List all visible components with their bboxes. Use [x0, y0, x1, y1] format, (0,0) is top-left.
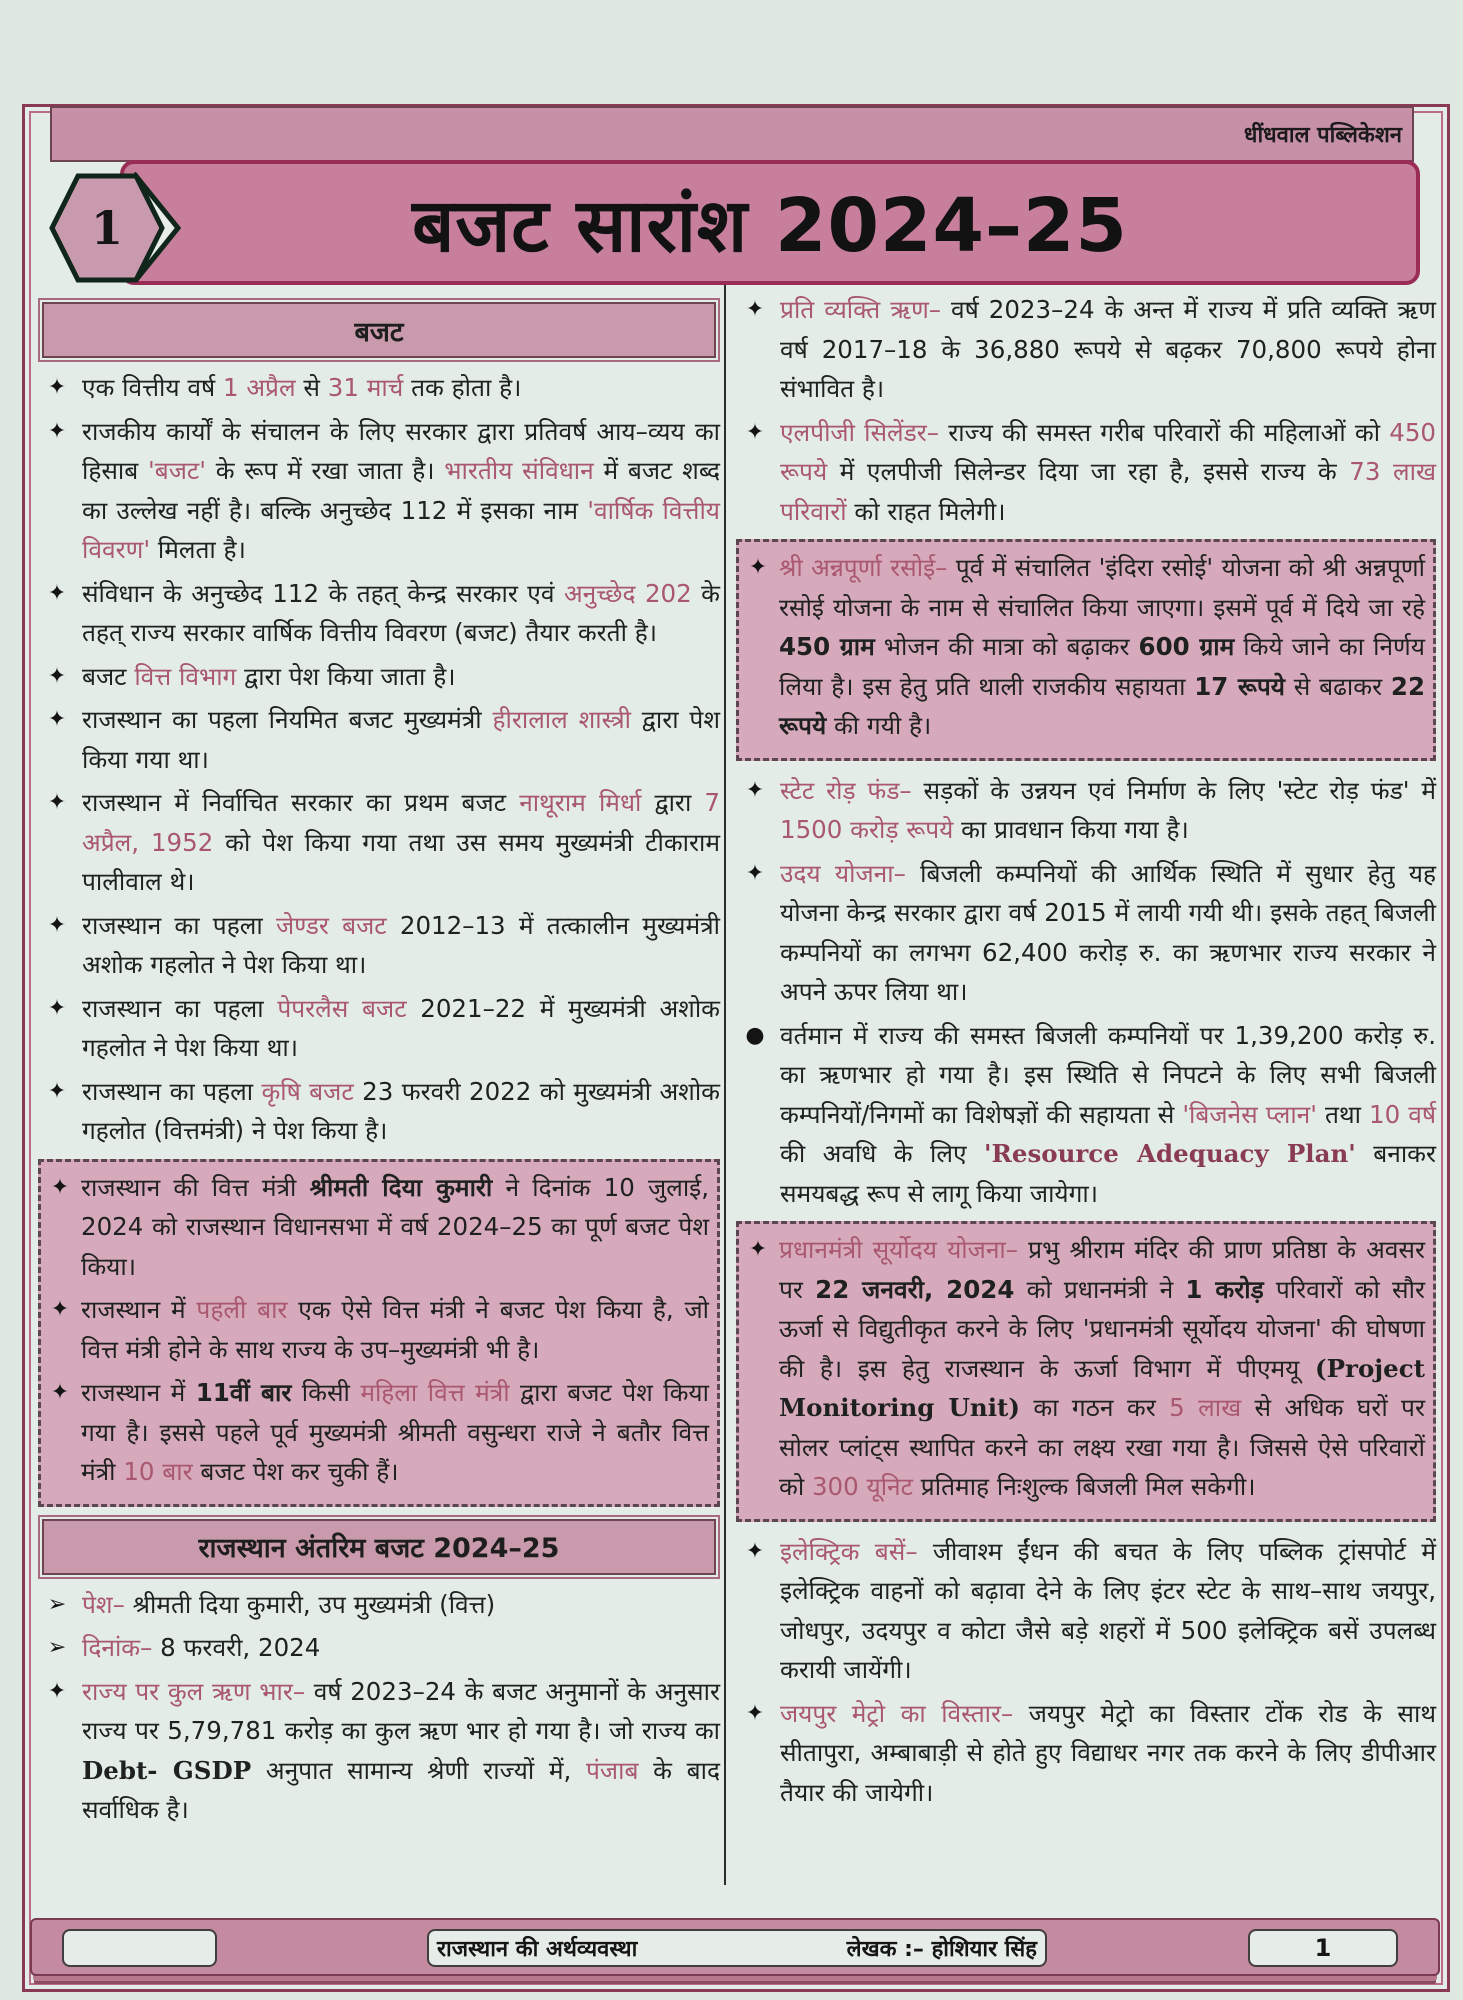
body-text: तथा	[1317, 1099, 1370, 1129]
highlighted-text: 10 बार	[123, 1457, 193, 1486]
star-bullet-icon: ✦	[748, 555, 768, 580]
highlighted-text: अनुच्छेद 202	[563, 578, 692, 608]
list-item	[736, 413, 1436, 532]
body-text: राजकीय कार्यों के संचालन के लिए सरकार द्वारा प्रतिवर्ष आय–व्यय का हिसाब	[82, 416, 720, 485]
star-bullet-icon: ✦	[748, 1237, 768, 1262]
star-bullet-icon: ✦	[47, 995, 67, 1021]
star-bullet-icon: ✦	[745, 1538, 765, 1564]
star-bullet-icon: ✦	[745, 860, 765, 886]
star-bullet-icon: ✦	[47, 707, 67, 732]
highlighted-text: प्रधानमंत्री सूर्योदय योजना–	[779, 1235, 1019, 1264]
finance-minister-highlight-box	[38, 1159, 720, 1507]
list-item	[736, 771, 1436, 850]
highlighted-text: 1 करोड़	[1185, 1274, 1264, 1304]
body-text: से अधिक घरों पर सोलर प्लांट्स स्थापित करने का लक्ष्य रखा गया है। जिससे ऐसे परिवारों को	[779, 1393, 1425, 1501]
body-text: वर्ष 2023–24 के बजट अनुमानों के अनुसार राज्य पर 5,79,781 करोड़ का कुल ऋण भार हो गया है। जो राज्य का	[82, 1676, 720, 1745]
body-text: राजस्थान का पहला नियमित बजट मुख्यमंत्री	[82, 705, 493, 734]
highlighted-text: 22 रूपये	[779, 671, 1426, 740]
highlighted-text: 'बिजनेस प्लान'	[1182, 1099, 1318, 1129]
highlighted-text: पेश–	[82, 1589, 125, 1619]
section-heading-budget: बजट	[42, 302, 716, 358]
highlighted-text: कृषि बजट	[261, 1076, 354, 1106]
list-item	[736, 290, 1436, 409]
body-text: को प्रधानमंत्री ने	[1014, 1274, 1186, 1304]
highlighted-text: 7 अप्रैल, 1952	[82, 788, 721, 857]
list-item	[38, 574, 720, 653]
left-column	[38, 290, 720, 1834]
debt-lpg-list	[736, 290, 1436, 531]
publisher-name: धींधवाल पब्लिकेशन	[1243, 123, 1402, 148]
body-text: में बजट शब्द का उल्लेख नहीं है। बल्कि अनुच्छेद 112 में इसका नाम	[82, 456, 720, 525]
highlighted-text: 450 रूपये	[780, 417, 1436, 486]
highlighted-text: 600 ग्राम	[1138, 632, 1235, 661]
star-bullet-icon: ✦	[50, 1297, 70, 1322]
highlighted-text: इलेक्ट्रिक बसें–	[780, 1536, 918, 1566]
highlighted-text: नाथूराम मिर्धा	[519, 788, 642, 817]
body-text: ने दिनांक 10 जुलाई, 2024 को राजस्थान विधानसभा में वर्ष 2024–25 का पूर्ण बजट पेश किया।	[81, 1172, 709, 1281]
body-text: द्वारा पेश किया जाता है।	[236, 661, 456, 691]
body-text: किसी	[291, 1378, 361, 1407]
list-item	[736, 854, 1436, 1012]
highlighted-text: दिनांक–	[82, 1633, 153, 1662]
highlighted-text: उदय योजना–	[780, 858, 906, 888]
body-text: बिजली कम्पनियों की आर्थिक स्थिति में सुधार हेतु यह योजना केन्द्र सरकार द्वारा वर्ष 2015 में लायी गयी थी। इसके तहत् बिजली कम्पनियों का लगभग 62,400 करोड़ रु. का ऋणभार राज्य सरकार ने अपने ऊपर लिया था।	[780, 858, 1436, 1006]
list-item	[41, 1290, 709, 1369]
highlighted-text: राज्य पर कुल ऋण भार–	[82, 1676, 306, 1706]
list-item	[38, 657, 720, 697]
star-bullet-icon: ✦	[745, 297, 765, 322]
list-item	[41, 1373, 709, 1492]
list-item	[736, 1694, 1436, 1813]
highlighted-text: एलपीजी सिलेंडर–	[780, 417, 940, 447]
star-bullet-icon: ✦	[47, 790, 67, 815]
body-text: किये जाने का निर्णय लिया है। इस हेतु प्रति थाली राजकीय सहायता	[779, 632, 1425, 701]
title-banner	[120, 160, 1420, 285]
list-item	[38, 1072, 720, 1151]
highlighted-text: 'Resource Adequacy Plan'	[984, 1139, 1356, 1168]
list-item	[38, 700, 720, 779]
dot-bullet-icon: ●	[745, 1022, 765, 1048]
body-text: परिवारों को सौर ऊर्जा से विद्युतीकृत करने के लिए 'प्रधानमंत्री सूर्योदय योजना' की घोषणा की है। इस हेतु राजस्थान के ऊर्जा विभाग में पीएमयू	[779, 1274, 1425, 1383]
highlighted-text: वित्त विभाग	[134, 661, 237, 691]
column-divider	[724, 285, 726, 1885]
highlighted-text: 11वीं बार	[195, 1378, 292, 1407]
body-text: राजस्थान में	[81, 1378, 196, 1407]
suryoday-yojana-box	[736, 1221, 1436, 1522]
highlighted-text: 5 लाख	[1169, 1393, 1242, 1422]
page-title: बजट सारांश 2024–25	[412, 183, 1128, 269]
body-text: 2012–13 में तत्कालीन मुख्यमंत्री अशोक गहलोत ने पेश किया था।	[82, 910, 721, 979]
right-column	[736, 290, 1436, 1816]
highlighted-text: पंजाब	[586, 1755, 639, 1785]
list-item	[739, 548, 1425, 746]
road-fund-uday-list	[736, 771, 1436, 1214]
body-text: बनाकर समयबद्ध रूप से लागू किया जायेगा।	[780, 1139, 1437, 1208]
star-bullet-icon: ✦	[47, 375, 67, 400]
star-bullet-icon: ✦	[745, 1700, 765, 1726]
footer-book-info	[427, 1929, 1047, 1967]
star-bullet-icon: ✦	[745, 419, 765, 445]
highlighted-text: स्टेट रोड़ फंड–	[780, 775, 912, 805]
highlighted-text: पहली बार	[196, 1295, 288, 1324]
body-text: राजस्थान का पहला	[82, 993, 278, 1023]
list-item	[736, 1532, 1436, 1690]
highlighted-text: 300 यूनिट	[811, 1472, 914, 1501]
star-bullet-icon: ✦	[745, 777, 765, 803]
footer-book-title: राजस्थान की अर्थव्यवस्था	[437, 1937, 638, 1962]
list-item	[38, 1628, 720, 1668]
list-item	[739, 1230, 1425, 1507]
body-text: जयपुर मेट्रो का विस्तार टोंक रोड के साथ सीतापुरा, अम्बाबाड़ी से होते हुए विद्याधर नगर तक करने के लिए डीपीआर तैयार की जायेगी।	[780, 1698, 1436, 1807]
body-text: को पेश किया गया तथा उस समय मुख्यमंत्री टीकाराम पालीवाल थे।	[82, 827, 720, 896]
highlighted-text: जयपुर मेट्रो का विस्तार–	[780, 1698, 1014, 1728]
list-item	[736, 1016, 1436, 1214]
highlighted-text: 1 अप्रैल	[222, 373, 296, 402]
highlighted-text: प्रति व्यक्ति ऋण–	[780, 295, 942, 324]
transport-metro-list	[736, 1532, 1436, 1813]
chapter-badge	[48, 172, 198, 284]
body-text: राजस्थान का पहला	[82, 910, 276, 940]
body-text: राजस्थान का पहला	[82, 1076, 262, 1106]
highlighted-text: श्रीमती दिया कुमारी	[309, 1172, 493, 1202]
interim-budget-list	[38, 1585, 720, 1830]
body-text: तक होता है।	[403, 373, 522, 402]
footer-empty-slot	[62, 1929, 217, 1967]
arrow-bullet-icon: ➢	[47, 1591, 67, 1617]
highlighted-text: 'बजट'	[148, 456, 207, 485]
footer-band	[30, 1918, 1440, 1976]
body-text: प्रभु श्रीराम मंदिर की प्राण प्रतिष्ठा के अवसर पर	[779, 1235, 1425, 1304]
body-text: राजस्थान में	[81, 1295, 197, 1324]
star-bullet-icon: ✦	[50, 1380, 70, 1405]
body-text: राजस्थान की वित्त मंत्री	[81, 1172, 310, 1202]
body-text: के बाद सर्वाधिक है।	[82, 1755, 720, 1824]
annapurna-rasoi-box	[736, 539, 1436, 761]
star-bullet-icon: ✦	[47, 580, 67, 606]
body-text: राजस्थान में निर्वाचित सरकार का प्रथम बजट	[82, 788, 520, 817]
footer-author: लेखक :– होशियार सिंह	[846, 1937, 1037, 1962]
body-text: द्वारा	[641, 788, 705, 817]
highlighted-text: 1500 करोड़ रूपये	[780, 815, 954, 844]
list-item	[38, 368, 720, 408]
body-text: पूर्व में संचालित 'इंदिरा रसोई' योजना को श्री अन्नपूर्णा रसोई योजना के नाम से संचालित किया जाएगा। इसमें पूर्व में दिये जा रहे	[779, 553, 1425, 622]
highlighted-text: Debt- GSDP	[82, 1755, 252, 1785]
budget-facts-list	[38, 368, 720, 1151]
body-text: का प्रावधान किया गया है।	[953, 815, 1189, 844]
footer-page-number: 1	[1248, 1929, 1398, 1967]
body-text: से	[295, 373, 328, 402]
body-text: के तहत् राज्य सरकार वार्षिक वित्तीय विवरण (बजट) तैयार करती है।	[82, 578, 720, 647]
star-bullet-icon: ✦	[47, 418, 67, 444]
body-text: 2021–22 में मुख्यमंत्री अशोक गहलोत ने पेश किया था।	[82, 993, 720, 1062]
highlighted-text: महिला वित्त मंत्री	[360, 1378, 510, 1407]
list-item	[38, 412, 720, 570]
body-text: को राहत मिलेगी।	[846, 496, 1006, 526]
list-item	[38, 1585, 720, 1625]
highlighted-text: (Project Monitoring Unit)	[779, 1353, 1425, 1422]
highlighted-text: 31 मार्च	[327, 373, 404, 402]
publisher-bar	[50, 106, 1414, 162]
star-bullet-icon: ✦	[47, 663, 67, 689]
chapter-number: 1	[90, 201, 123, 255]
highlighted-text: 'वार्षिक वित्तीय विवरण'	[82, 495, 721, 564]
list-item	[38, 906, 720, 985]
highlighted-text: 10 वर्ष	[1369, 1099, 1437, 1129]
body-text: श्रीमती दिया कुमारी, उप मुख्यमंत्री (वित्त)	[124, 1589, 496, 1619]
body-text: भोजन की मात्रा को बढ़ाकर	[874, 632, 1139, 661]
body-text: के रूप में रखा जाता है।	[206, 456, 445, 485]
star-bullet-icon: ✦	[47, 912, 67, 938]
list-item	[38, 783, 720, 902]
body-text: अनुपात सामान्य श्रेणी राज्यों में,	[251, 1755, 586, 1785]
star-bullet-icon: ✦	[47, 1078, 67, 1104]
star-bullet-icon: ✦	[50, 1174, 70, 1200]
body-text: की गयी है।	[826, 711, 932, 740]
list-item	[38, 989, 720, 1068]
body-text: एक ऐसे वित्त मंत्री ने बजट पेश किया है, जो वित्त मंत्री होने के साथ राज्य के उप–मुख्यमंत्री भी है।	[81, 1295, 709, 1364]
body-text: राज्य की समस्त गरीब परिवारों की महिलाओं को	[939, 417, 1390, 447]
body-text: का गठन कर	[1019, 1393, 1170, 1422]
list-item	[41, 1168, 709, 1287]
body-text: में एलपीजी सिलेन्डर दिया जा रहा है, इससे राज्य के	[827, 457, 1350, 486]
highlighted-text: भारतीय संविधान	[444, 456, 594, 485]
body-text: द्वारा बजट पेश किया गया है। इससे पहले पूर्व मुख्यमंत्री श्रीमती वसुन्धरा राजे ने बतौर वित्त मंत्री	[81, 1378, 709, 1486]
body-text: सड़कों के उन्नयन एवं निर्माण के लिए 'स्टेट रोड़ फंड' में	[911, 775, 1436, 805]
body-text: बजट पेश कर चुकी हैं।	[192, 1457, 399, 1486]
body-text: मिलता है।	[150, 535, 246, 564]
body-text: से बढाकर	[1285, 671, 1391, 701]
body-text: द्वारा पेश किया गया था।	[82, 705, 720, 774]
list-item	[38, 1672, 720, 1830]
section-heading-interim-budget: राजस्थान अंतरिम बजट 2024–25	[42, 1519, 716, 1575]
star-bullet-icon: ✦	[47, 1678, 67, 1704]
body-text: एक वित्तीय वर्ष	[82, 373, 223, 402]
body-text: जीवाश्म ईंधन की बचत के लिए पब्लिक ट्रांसपोर्ट में इलेक्ट्रिक वाहनों को बढ़ावा देने के लिए इंटर स्टेट के साथ–साथ जयपुर, जोधपुर, उदयपुर व कोटा जैसे बड़े शहरों में 500 इलेक्ट्रिक बसें उपलब्ध करायी जायेंगी।	[780, 1536, 1436, 1684]
highlighted-text: हीरालाल शास्त्री	[492, 705, 631, 734]
body-text: बजट	[82, 661, 135, 691]
body-text: प्रतिमाह निःशुल्क बिजली मिल सकेगी।	[913, 1472, 1256, 1501]
highlighted-text: जेण्डर बजट	[275, 910, 387, 940]
highlighted-text: पेपरलैस बजट	[277, 993, 407, 1023]
body-text: संविधान के अनुच्छेद 112 के तहत् केन्द्र सरकार एवं	[82, 578, 564, 608]
body-text: 8 फरवरी, 2024	[152, 1633, 321, 1662]
highlighted-text: 73 लाख परिवारों	[780, 457, 1436, 526]
highlighted-text: श्री अन्नपूर्णा रसोई–	[779, 553, 948, 582]
body-text: 23 फरवरी 2022 को मुख्यमंत्री अशोक गहलोत (वित्तमंत्री) ने पेश किया है।	[82, 1076, 720, 1145]
body-text: वर्ष 2023–24 के अन्त में राज्य में प्रति व्यक्ति ऋण वर्ष 2017–18 के 36,880 रूपये से बढ़कर 70,800 रूपये होना संभावित है।	[780, 295, 1436, 403]
body-text: वर्तमान में राज्य की समस्त बिजली कम्पनियों पर 1,39,200 करोड़ रु. का ऋणभार हो गया है। इस स्थिति से निपटने के लिए सभी बिजली कम्पनियों/निगमों का विशेषज्ञों की सहायता से	[780, 1020, 1436, 1129]
body-text: की अवधि के लिए	[780, 1139, 984, 1168]
arrow-bullet-icon: ➢	[47, 1635, 67, 1660]
highlighted-text: 22 जनवरी, 2024	[815, 1274, 1015, 1304]
highlighted-text: 450 ग्राम	[779, 632, 875, 661]
highlighted-text: 17 रूपये	[1194, 671, 1286, 701]
